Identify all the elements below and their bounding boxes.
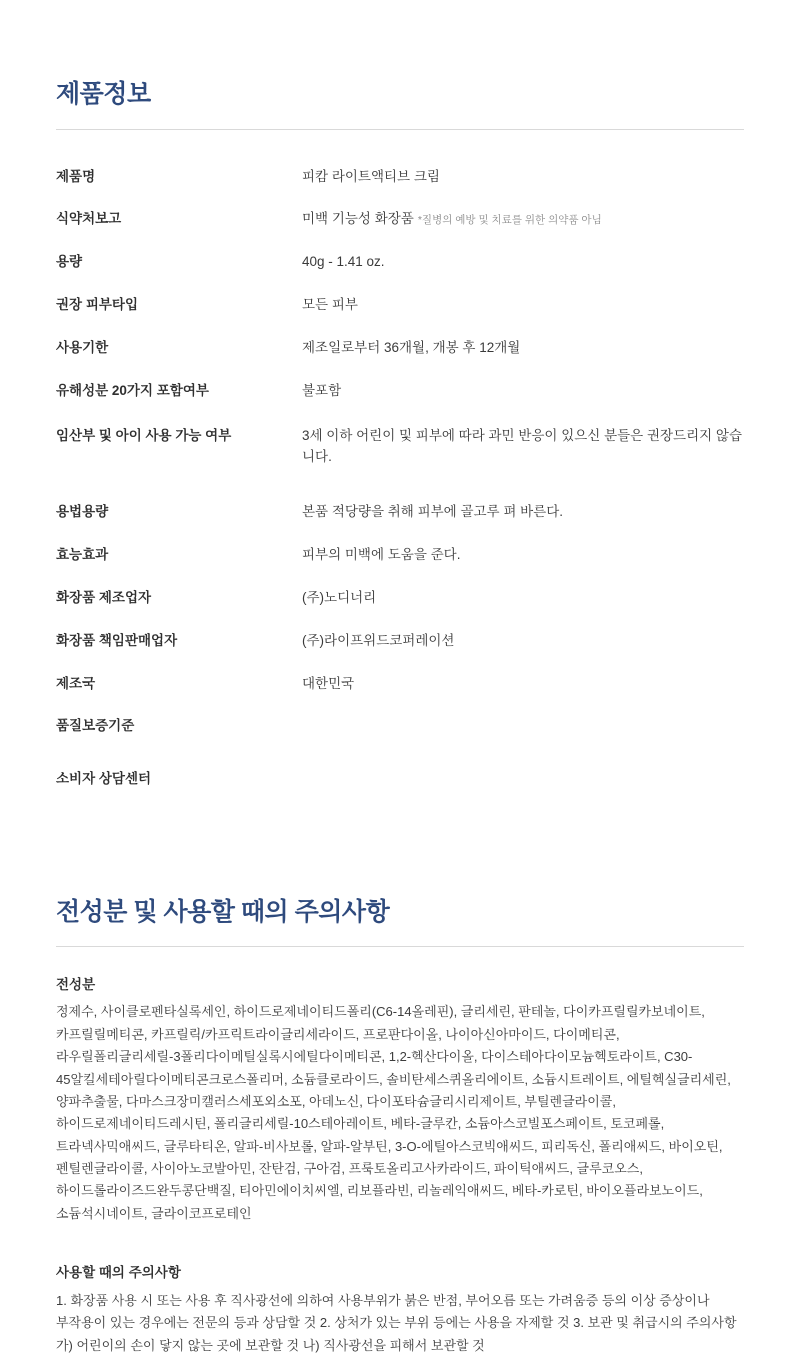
row-value bbox=[302, 156, 744, 199]
row-value bbox=[302, 370, 744, 413]
caution-heading: 사용할 때의 주의사항 bbox=[56, 1265, 181, 1281]
table-row bbox=[56, 327, 744, 370]
row-label: 권장 피부타입 bbox=[56, 297, 138, 313]
table-row bbox=[56, 577, 744, 620]
row-label: 유해성분 20가지 포함여부 bbox=[56, 383, 209, 399]
row-value-note: *질병의 예방 및 치료를 위한 의약품 아님 bbox=[417, 214, 602, 227]
row-value-text: 40g - 1.41 oz. bbox=[302, 254, 385, 270]
row-value-text: (주)노디너리 bbox=[302, 589, 377, 605]
row-value-text: 모든 피부 bbox=[302, 297, 358, 313]
table-row bbox=[56, 758, 744, 800]
table-row bbox=[56, 534, 744, 577]
row-label: 사용기한 bbox=[56, 340, 109, 356]
row-label: 제품명 bbox=[56, 168, 96, 184]
row-value-text: 피부의 미백에 도움을 준다. bbox=[302, 546, 461, 562]
block-spacer bbox=[56, 1225, 744, 1261]
row-value bbox=[302, 284, 744, 327]
row-value bbox=[302, 534, 744, 577]
section-title-ingredients: 전성분 및 사용할 때의 주의사항 bbox=[56, 897, 390, 926]
row-value bbox=[302, 198, 744, 241]
row-label: 품질보증기준 bbox=[56, 718, 135, 734]
row-label: 화장품 제조업자 bbox=[56, 589, 152, 605]
row-label: 용법용량 bbox=[56, 503, 109, 519]
row-value bbox=[302, 758, 744, 800]
row-value-text: 피캄 라이트액티브 크림 bbox=[302, 168, 440, 184]
caution-body: 1. 화장품 사용 시 또는 사용 후 직사광선에 의하여 사용부위가 붉은 반점, 부어오름 또는 가려움증 등의 이상 증상이나 부작용이 있는 경우에는 전문의 등과 상담할 것 2. 상처가 있는 부위 등에는 사용을 자제할 것 3. 보관 및 취급시의 주의사항 가) 어린이의 손이 닿지 않는 곳에 보관할 것 나) 직사광선을 피해서 보관할 것 bbox=[56, 1293, 737, 1353]
table-row bbox=[56, 491, 744, 534]
row-value bbox=[302, 663, 744, 706]
row-value bbox=[302, 577, 744, 620]
row-value-text: 미백 기능성 화장품 bbox=[302, 211, 414, 227]
title-divider bbox=[56, 129, 744, 130]
row-value-text: 대한민국 bbox=[302, 675, 355, 691]
row-value bbox=[302, 705, 744, 747]
row-label: 용량 bbox=[56, 254, 83, 270]
row-label: 화장품 책임판매업자 bbox=[56, 632, 178, 648]
table-row bbox=[56, 241, 744, 284]
table-row bbox=[56, 284, 744, 327]
row-spacer bbox=[56, 748, 744, 758]
row-label: 소비자 상담센터 bbox=[56, 770, 152, 786]
row-spacer bbox=[56, 481, 744, 491]
table-row bbox=[56, 156, 744, 199]
row-value-text: 3세 이하 어린이 및 피부에 따라 과민 반응이 있으신 분들은 권장드리지 않습니다. bbox=[302, 428, 742, 464]
row-label: 식약처보고 bbox=[56, 211, 122, 227]
ingredients-body: 정제수, 사이클로펜타실록세인, 하이드로제네이티드폴리(C6-14올레핀), 글리세린, 판테놀, 다이카프릴릴카보네이트, 카프릴릴메티콘, 카프릴릭/카프릭트라이글리세라이드, 프로판다이올, 나이아신아마이드, 다이메티콘, 라우릴폴리글리세릴-3폴리다이메틸실록시에틸다이메티콘, 1,2-헥산다이올, 다이스테아다이모늄헥토라이트, C30-45알킬세테아릴다이메티콘크로스폴리머, 소듐클로라이드, 솔비탄세스퀴올리에이트, 소듐시트레이트, 에틸헥실글리세린, 양파추출물, 다마스크장미캘러스세포외소포, 아데노신, 다이포타슘글리시리제이트, 부틸렌글라이콜, 하이드로제네이티드레시틴, 폴리글리세릴-10스테아레이트, 베타-글루칸, 소듐아스코빌포스페이트, 토코페롤, 트라넥사믹애씨드, 글루타티온, 알파-비사보롤, 알파-알부틴, 3-O-에틸아스코빅애씨드, 피리독신, 폴리애씨드, 바이오틴, 펜틸렌글라이콜, 사이아노코발아민, 잔탄검, 구아검, 프룩토올리고사카라이드, 파이틱애씨드, 글루코오스, 하이드롤라이즈드완두콩단백질, 티아민에이치씨엘, 리보플라빈, 리놀레익애씨드, 베타-카로틴, 바이오플라보노이드, 소듐석시네이트, 글라이코프로테인 bbox=[56, 1004, 731, 1221]
table-row bbox=[56, 370, 744, 413]
table-row bbox=[56, 198, 744, 241]
row-label: 제조국 bbox=[56, 675, 96, 691]
section-title-product-info: 제품정보 bbox=[56, 80, 151, 108]
row-label: 임산부 및 아이 사용 가능 여부 bbox=[56, 428, 232, 444]
row-value-text: (주)라이프위드코퍼레이션 bbox=[302, 632, 455, 648]
row-value-text: 제조일로부터 36개월, 개봉 후 12개월 bbox=[302, 340, 521, 356]
table-row bbox=[56, 413, 744, 481]
product-info-table bbox=[56, 156, 744, 800]
row-value bbox=[302, 491, 744, 534]
row-value bbox=[302, 241, 744, 284]
row-value bbox=[302, 327, 744, 370]
row-value bbox=[302, 413, 744, 481]
row-value bbox=[302, 620, 744, 663]
row-value-text: 본품 적당량을 취해 피부에 골고루 펴 바른다. bbox=[302, 503, 563, 519]
row-label: 효능효과 bbox=[56, 546, 109, 562]
ingredients-heading: 전성분 bbox=[56, 977, 96, 993]
table-row bbox=[56, 705, 744, 747]
ingredients-section bbox=[0, 800, 800, 1357]
table-row bbox=[56, 620, 744, 663]
table-row bbox=[56, 663, 744, 706]
row-value-text: 불포함 bbox=[302, 383, 342, 399]
title-divider bbox=[56, 946, 744, 947]
